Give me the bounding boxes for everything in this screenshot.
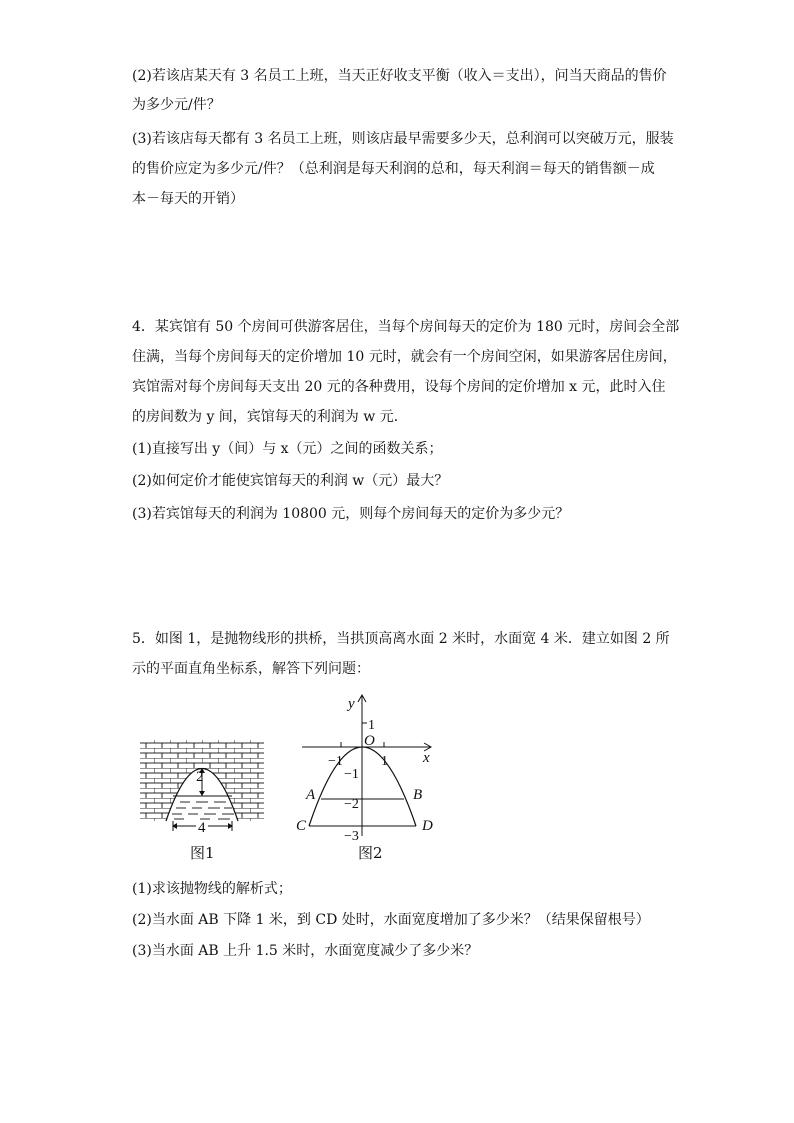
q4-part1: (1)直接写出 y（间）与 x（元）之间的函数关系；: [132, 441, 443, 457]
q4-part3: (3)若宾馆每天的利润为 10800 元，则每个房间每天的定价为多少元？: [132, 506, 570, 522]
q3-part3-line2: 的售价应定为多少元/件？（总利润是每天利润的总和，每天利润＝每天的销售额－成: [132, 161, 655, 177]
tick-y-1: 1: [368, 718, 375, 733]
fig1-width-label: 4: [198, 820, 206, 836]
q3-part2-line1: (2)若该店某天有 3 名员工上班，当天正好收支平衡（收入＝支出），问当天商品的售价: [132, 68, 667, 84]
q4-stem-line4: 的房间数为 y 间，宾馆每天的利润为 w 元．: [132, 409, 408, 425]
q4-stem-line1: 4．某宾馆有 50 个房间可供游客居住，当每个房间每天的定价为 180 元时，房间会全部: [132, 319, 680, 335]
q4-part2: (2)如何定价才能使宾馆每天的利润 w（元）最大？: [132, 473, 449, 489]
x-axis-label: x: [423, 750, 430, 766]
y-axis-label: y: [348, 696, 355, 712]
tick-y-minus1: −1: [344, 767, 359, 782]
point-D-label: D: [422, 818, 433, 834]
tick-x-minus1: −1: [328, 754, 343, 769]
q5-stem-line1: 5．如图 1，是抛物线形的拱桥，当拱顶高离水面 2 米时，水面宽 4 米．建立如图 2 所: [132, 631, 670, 647]
figure-1-arch-bridge: [138, 738, 268, 836]
q3-part2-line2: 为多少元/件？: [132, 97, 221, 113]
tick-x-1: 1: [381, 754, 388, 769]
point-A-label: A: [306, 787, 316, 803]
q4-stem-line3: 宾馆需对每个房间每天支出 20 元的各种费用，设每个房间的定价增加 x 元，此时入住: [132, 379, 666, 395]
q5-part1: (1)求该抛物线的解析式；: [132, 881, 292, 897]
q5-stem-line2: 示的平面直角坐标系，解答下列问题：: [132, 661, 370, 677]
q4-stem-line2: 住满，当每个房间每天的定价增加 10 元时，就会有一个房间空闲，如果游客居住房间，: [132, 349, 677, 365]
q5-part2: (2)当水面 AB 下降 1 米，到 CD 处时，水面宽度增加了多少米？（结果保留根号）: [132, 912, 650, 928]
fig1-height-label: 2: [196, 769, 204, 785]
q5-part3: (3)当水面 AB 上升 1.5 米时，水面宽度减少了多少米？: [132, 943, 479, 959]
q3-part3-line1: (3)若该店每天都有 3 名员工上班，则该店最早需要多少天，总利润可以突破万元，服装: [132, 131, 674, 147]
q3-part3-line3: 本－每天的开销）: [132, 191, 244, 207]
fig1-caption: 图1: [190, 844, 215, 862]
fig2-caption: 图2: [358, 844, 383, 862]
point-B-label: B: [413, 787, 423, 803]
origin-label: O: [364, 733, 375, 749]
point-C-label: C: [296, 818, 307, 834]
figure-2-coordinate-system: [292, 690, 442, 842]
tick-y-minus3: −3: [344, 829, 359, 842]
tick-y-minus2: −2: [344, 797, 359, 812]
